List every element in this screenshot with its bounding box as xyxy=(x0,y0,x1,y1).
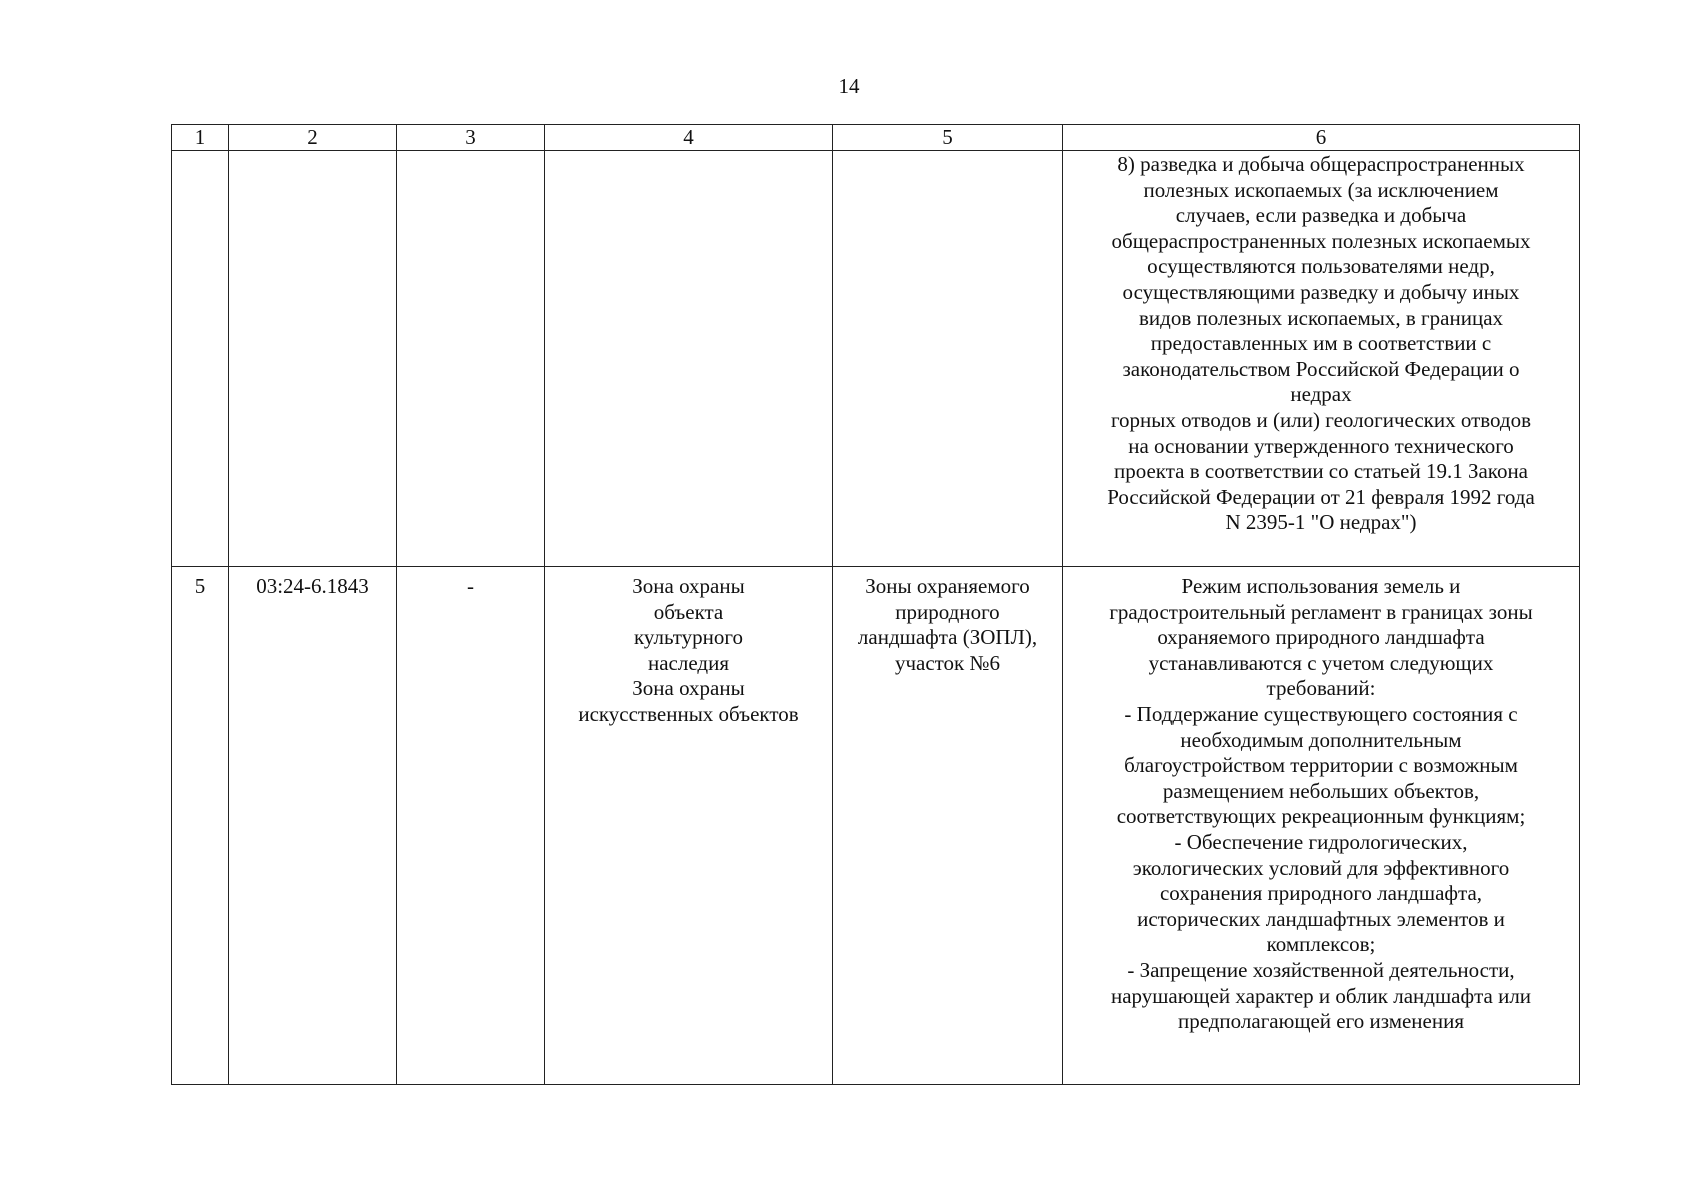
cell-code: 03:24-6.1843 xyxy=(229,567,397,1085)
column-header-2: 2 xyxy=(229,125,397,151)
cell-code xyxy=(229,151,397,567)
cell-number xyxy=(172,151,229,567)
zones-table xyxy=(171,124,1580,1085)
table-row-5 xyxy=(172,567,1580,1085)
column-header-6: 6 xyxy=(1063,125,1580,151)
cell-zone-type: Зона охраны объекта культурного наследия Зона охраны искусственных объектов xyxy=(545,567,833,1085)
column-header-3: 3 xyxy=(397,125,545,151)
cell-regulation: Режим использования земель и градостроительный регламент в границах зоны охраняемого природного ландшафта устанавливаются с учетом следующих требований: - Поддержание существующего состояния с необходимым дополнительным благоустройством территории с возможным размещением небольших объектов, соответствующих рекреационным функциям; - Обеспечение гидрологических, экологических условий для эффективного сохранения природного ландшафта, исторических ландшафтных элементов и комплексов; - Запрещение хозяйственной деятельности, нарушающей характер и облик ландшафта или предполагающей его изменения xyxy=(1063,567,1580,1085)
cell-zone-name xyxy=(833,151,1063,567)
cell-col3: - xyxy=(397,567,545,1085)
column-header-1: 1 xyxy=(172,125,229,151)
column-header-5: 5 xyxy=(833,125,1063,151)
cell-regulation: 8) разведка и добыча общераспространенных полезных ископаемых (за исключением случаев, если разведка и добыча общераспространенных полезных ископаемых осуществляются пользователями недр, осуществляющими разведку и добычу иных видов полезных ископаемых, в границах предоставленных им в соответствии с законодательством Российской Федерации о недрах горных отводов и (или) геологических отводов на основании утвержденного технического проекта в соответствии со статьей 19.1 Закона Российской Федерации от 21 февраля 1992 года N 2395-1 "О недрах") xyxy=(1063,151,1580,567)
cell-col3 xyxy=(397,151,545,567)
page-number: 14 xyxy=(838,74,860,98)
column-header-4: 4 xyxy=(545,125,833,151)
cell-zone-type xyxy=(545,151,833,567)
cell-zone-name: Зоны охраняемого природного ландшафта (ЗОПЛ), участок №6 xyxy=(833,567,1063,1085)
table-header-row xyxy=(172,125,1580,151)
cell-number: 5 xyxy=(172,567,229,1085)
table-row-continuation xyxy=(172,151,1580,567)
